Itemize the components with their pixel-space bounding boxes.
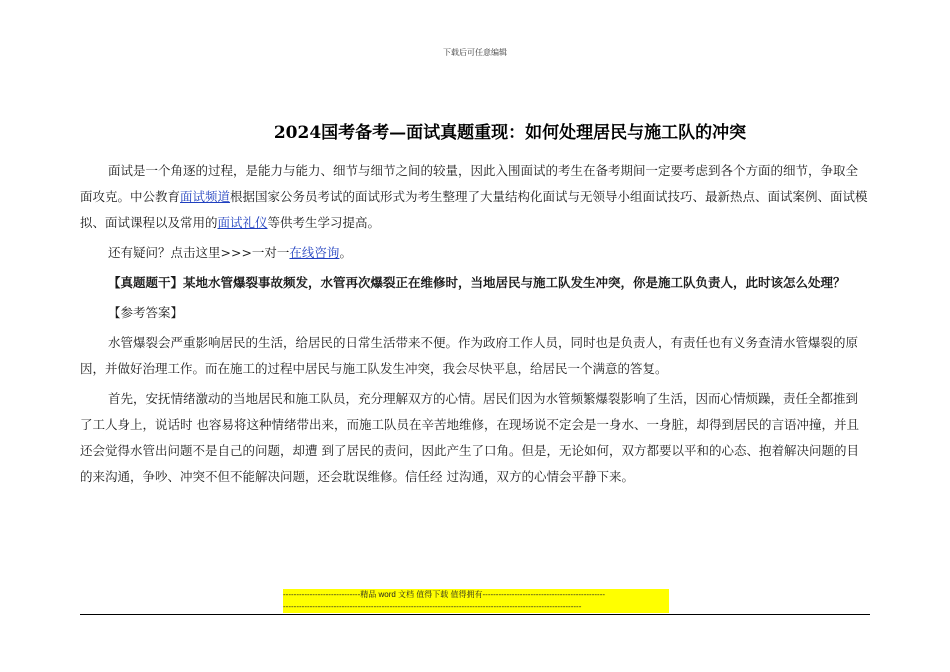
footer-banner-line-2: ---------------------------------------------------------------------------------------------------------------- — [283, 602, 582, 611]
answer-heading: 【参考答案】 — [108, 305, 184, 320]
footer-divider — [80, 614, 870, 615]
question-paragraph: 【真题题干】某地水管爆裂事故频发，水管再次爆裂正在维修时，当地居民与施工队发生冲突，你是施工队负责人，此时该怎么处理？ — [108, 275, 846, 290]
footer-banner — [283, 589, 669, 613]
consult-paragraph — [80, 240, 870, 266]
answer-paragraph-1: 水管爆裂会严重影响居民的生活，给居民的日常生活带来不便。作为政府工作人员，同时也是负责人，有责任也有义务查清水管爆裂的原因，并做好治理工作。而在施工的过程中居民与施工队发生冲突，我会尽快平息，给居民一个满意的答复。 — [80, 335, 859, 376]
consult-prefix: 还有疑问？点击这里>>>一对一 — [108, 245, 290, 260]
header-note: 下载后可任意编辑 — [443, 48, 507, 57]
document-body — [80, 158, 870, 494]
page-title: 2024国考备考—面试真题重现：如何处理居民与施工队的冲突 — [273, 123, 747, 143]
footer-banner-line-1: -----------------------------精品 word 文档 值得下载 值得拥有---------------------------------------------- — [283, 590, 606, 599]
intro-text-1: 面试是一个角逐的过程，是能力与能力、细节与细节之间的较量，因此入围面试的考生在备考期间一定要考虑到各个方面的细节，争取全面攻克。中公教育 — [80, 163, 859, 204]
intro-text-3: 等供考生学习提高。 — [267, 215, 381, 230]
online-consult-link[interactable]: 在线咨询 — [289, 245, 340, 260]
intro-text-2: 根据国家公务员考试的面试形式为考生整理了大量结构化面试与无领导小组面试技巧、最新热点、面试案例、面试模拟、面试课程以及常用的 — [80, 189, 868, 230]
interview-channel-link[interactable]: 面试频道 — [180, 189, 231, 204]
answer-paragraph-2: 首先，安抚情绪激动的当地居民和施工队员，充分理解双方的心情。居民们因为水管频繁爆裂影响了生活，因而心情烦躁，责任全都推到了工人身上，说话时 也容易将这种情绪带出来，而施工队员在辛苦地维修，在现场说不定会是一身水、一身脏，却得到居民的言语冲撞，并且还会觉得水管出问题不是自己的问题，却遭 到了居民的责问，因此产生了口角。但是，无论如何，双方都要以平和的心态、抱着解决问题的目的来沟通，争吵、冲突不但不能解决问题，还会耽误维修。信任经 过沟通，双方的心情会平静下来。 — [80, 391, 859, 484]
consult-suffix: 。 — [339, 245, 352, 260]
interview-etiquette-link[interactable]: 面试礼仪 — [217, 215, 268, 230]
intro-paragraph — [80, 158, 870, 236]
